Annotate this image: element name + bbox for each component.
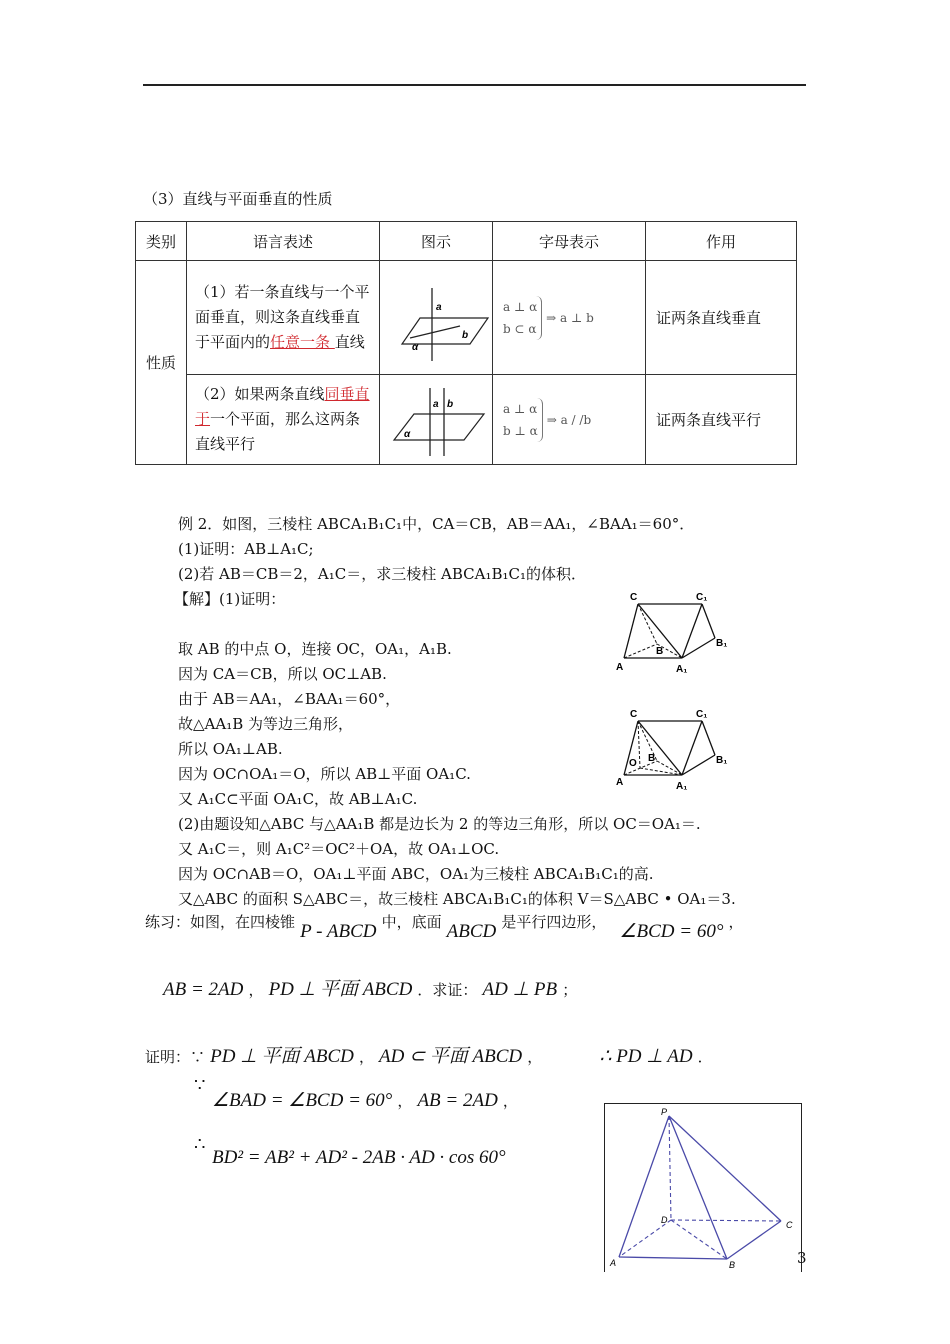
proof-text: 证明：∵ <box>145 1048 206 1066</box>
example-line: (2)由题设知△ABC 与△AA₁B 都是边长为 2 的等边三角形，所以 OC＝OA₁＝. <box>178 815 701 833</box>
vertex-label-B1: B₁ <box>716 755 728 766</box>
header-symbols: 字母表示 <box>493 222 646 261</box>
header-figure: 图示 <box>380 222 493 261</box>
vertex-label-D: D <box>661 1215 668 1225</box>
vertex-label-A1: A₁ <box>676 781 688 792</box>
statement-cell-2 <box>187 375 380 465</box>
proof-math: ∠BAD = ∠BCD = 60° <box>212 1090 393 1111</box>
proof-text: ， <box>358 1048 374 1066</box>
properties-table <box>135 221 797 465</box>
vertex-label-C1: C₁ <box>696 592 708 603</box>
proof-math: AB = 2AD <box>417 1090 498 1111</box>
figure-cell-1 <box>380 261 493 375</box>
table-header-row <box>136 222 797 261</box>
example-line: 又 A₁C＝，则 A₁C²＝OC²＋OA，故 OA₁⊥OC. <box>178 840 500 858</box>
vertex-label-C: C <box>630 592 638 603</box>
page-number: 3 <box>797 1249 807 1267</box>
pyramid-figure-frame <box>604 1103 802 1272</box>
exercise-text: ．求证： <box>417 981 478 999</box>
symbols-cell-2 <box>493 375 646 465</box>
statement-text: 一个平面，那么这两条直线平行 <box>195 410 361 453</box>
figure-cell-2 <box>380 375 493 465</box>
proof-text: ， <box>527 1048 543 1066</box>
exercise-text: 中，底面 <box>381 913 442 931</box>
example-line: (1)证明：AB⊥A₁C; <box>178 540 314 558</box>
proof-math: ∴ PD ⊥ AD <box>599 1046 693 1067</box>
vertex-label-O: O <box>629 758 637 769</box>
vertex-label-B: B <box>656 646 664 657</box>
exercise-math: PD ⊥ 平面 ABCD <box>268 979 413 1000</box>
exercise-math: AB = 2AD <box>163 979 244 1000</box>
example-line: 因为 CA＝CB，所以 OC⊥AB. <box>178 665 387 683</box>
example-line: (2)若 AB＝CB＝2，A₁C＝，求三棱柱 ABCA₁B₁C₁的体积． <box>178 565 586 583</box>
proof-line-2 <box>212 1089 518 1113</box>
highlight-text: 同垂直于 <box>195 385 370 428</box>
exercise-math: AD ⊥ PB <box>482 979 558 1000</box>
proof-line-3 <box>212 1147 506 1169</box>
example-line: 故△AA₁B 为等边三角形， <box>178 715 354 733</box>
example-line: 例 2．如图，三棱柱 ABCA₁B₁C₁中，CA＝CB，AB＝AA₁，∠BAA₁＝60°． <box>178 515 695 533</box>
exercise-math: ∠BCD = 60° <box>619 921 724 942</box>
example-line: 因为 OC∩AB＝O，OA₁⊥平面 ABC，OA₁为三棱柱 ABCA₁B₁C₁的高. <box>178 865 654 883</box>
symbol-line: b ⊥ α <box>503 423 538 438</box>
exercise-text: 练习：如图，在四棱锥 <box>145 913 296 931</box>
symbol-line: a ⊥ α <box>503 299 538 314</box>
header-use: 作用 <box>646 222 797 261</box>
highlight-text: 任意一条 <box>270 333 335 351</box>
figure-label-b: b <box>447 398 454 410</box>
pyramid-figure <box>605 1104 801 1272</box>
vertex-label-B: B <box>648 753 656 764</box>
exercise-text: ， <box>728 913 744 931</box>
figure-label-alpha: α <box>412 341 419 353</box>
vertex-label-C1: C₁ <box>696 709 708 720</box>
section-title: （3）直线与平面垂直的性质 <box>143 190 333 208</box>
proof-math: BD² = AB² + AD² - 2AB · AD · cos 60° <box>212 1147 506 1168</box>
example-line: 【解】(1)证明： <box>174 590 286 608</box>
example-line: 由于 AB＝AA₁，∠BAA₁＝60°， <box>178 690 401 708</box>
symbol-conclusion: ⇒ a / /b <box>546 412 592 427</box>
category-cell: 性质 <box>136 261 187 465</box>
exercise-math: P - ABCD <box>300 921 377 942</box>
figure-label-alpha: α <box>404 428 411 440</box>
table-row <box>136 375 797 465</box>
prism-figure-1 <box>612 588 742 680</box>
exercise-text: 是平行四边形， <box>501 913 607 931</box>
header-rule <box>143 84 806 86</box>
statement-text: （2）如果两条直线 <box>195 385 325 403</box>
example-line: 又△ABC 的面积 S△ABC＝，故三棱柱 ABCA₁B₁C₁的体积 V＝S△ABC • OA₁＝3. <box>178 890 736 908</box>
therefore-symbol: ∴ <box>194 1134 206 1155</box>
proof-text: ． <box>697 1048 713 1066</box>
example-line: 因为 OC∩OA₁＝O，所以 AB⊥平面 OA₁C. <box>178 765 471 783</box>
use-cell-1: 证两条直线垂直 <box>646 261 797 375</box>
exercise-line-1 <box>145 913 744 944</box>
exercise-text: ； <box>562 981 578 999</box>
exercise-math: ABCD <box>446 921 497 942</box>
vertex-label-A1: A₁ <box>676 664 688 675</box>
vertex-label-B: B <box>729 1260 736 1270</box>
proof-math: AD ⊂ 平面 ABCD <box>379 1046 523 1067</box>
vertex-label-P: P <box>661 1107 668 1117</box>
example-line: 又 A₁C⊂平面 OA₁C，故 AB⊥A₁C. <box>178 790 418 808</box>
proof-text: ， <box>502 1092 518 1110</box>
statement-text: 直线 <box>334 333 365 351</box>
vertex-label-C: C <box>786 1220 793 1230</box>
symbols-cell-1 <box>493 261 646 375</box>
header-statement: 语言表述 <box>187 222 380 261</box>
figure-label-a: a <box>436 301 442 313</box>
statement-cell-1 <box>187 261 380 375</box>
proof-math: PD ⊥ 平面 ABCD <box>210 1046 354 1067</box>
parallel-lines-plane-figure <box>380 376 492 460</box>
symbol-line: b ⊂ α <box>503 321 537 336</box>
because-symbol: ∵ <box>194 1075 206 1096</box>
vertex-label-A: A <box>616 662 624 673</box>
example-line: 所以 OA₁⊥AB. <box>178 740 283 758</box>
symbol-conclusion: ⇒ a ⊥ b <box>546 310 594 325</box>
vertex-label-A: A <box>616 777 624 788</box>
vertex-label-A: A <box>610 1258 617 1268</box>
exercise-text: ， <box>248 981 264 999</box>
vertex-label-C: C <box>630 709 638 720</box>
figure-label-a: a <box>433 398 439 410</box>
proof-line-1 <box>145 1041 713 1069</box>
example-line: 取 AB 的中点 O，连接 OC，OA₁，A₁B. <box>178 640 452 658</box>
symbol-line: a ⊥ α <box>503 401 538 416</box>
exercise-line-2 <box>163 974 577 1002</box>
prism-figure-2 <box>612 705 742 797</box>
figure-label-b: b <box>462 329 469 341</box>
use-cell-2: 证两条直线平行 <box>646 375 797 465</box>
statement-text: （1）若一条直线与一个平面垂直，则这条直线垂直于平面内的 <box>195 283 370 351</box>
header-category: 类别 <box>136 222 187 261</box>
vertex-label-B1: B₁ <box>716 638 728 649</box>
table-row <box>136 261 797 375</box>
proof-text: ， <box>397 1092 413 1110</box>
perpendicular-line-plane-figure <box>380 266 492 366</box>
